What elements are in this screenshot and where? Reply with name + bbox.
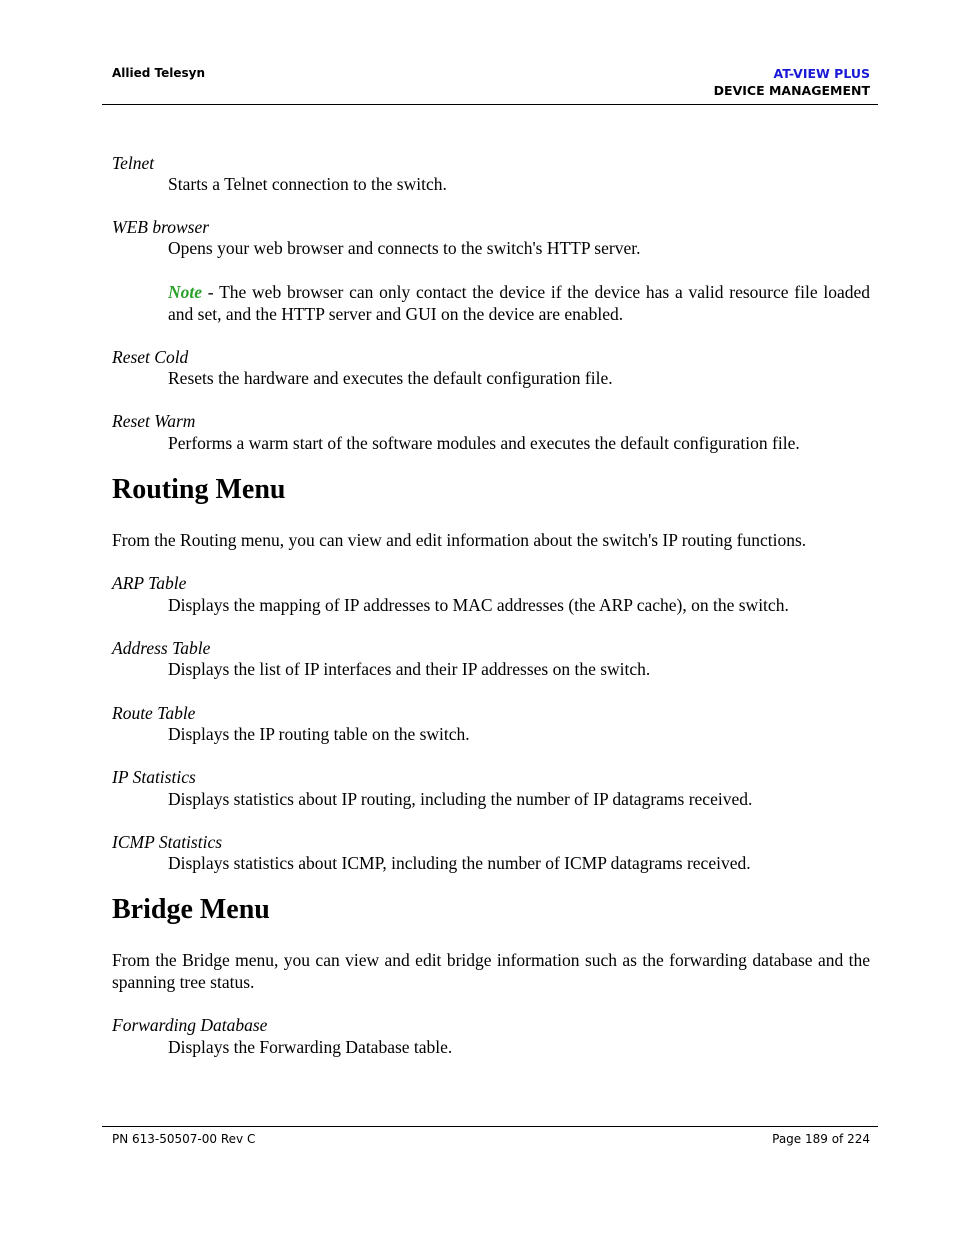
note-label: Note xyxy=(168,282,203,302)
desc-route-table: Displays the IP routing table on the switch. xyxy=(168,724,470,744)
desc-telnet: Starts a Telnet connection to the switch. xyxy=(168,174,447,194)
product-name: AT-VIEW PLUS xyxy=(773,66,870,81)
desc-web-browser: Opens your web browser and connects to the switch's HTTP server. xyxy=(168,238,641,258)
desc-ip-statistics: Displays statistics about IP routing, including the number of IP datagrams received. xyxy=(168,789,753,809)
desc-icmp-statistics: Displays statistics about ICMP, including the number of ICMP datagrams received. xyxy=(168,853,751,873)
routing-intro: From the Routing menu, you can view and edit information about the switch's IP routing functions. xyxy=(112,530,807,550)
desc-address-table: Displays the list of IP interfaces and their IP addresses on the switch. xyxy=(168,659,651,679)
term-icmp-statistics: ICMP Statistics xyxy=(112,832,223,852)
page-number: Page 189 of 224 xyxy=(772,1132,870,1146)
routing-heading: Routing Menu xyxy=(112,474,286,505)
term-ip-statistics: IP Statistics xyxy=(112,767,196,787)
part-number: PN 613-50507-00 Rev C xyxy=(112,1132,256,1146)
term-arp-table: ARP Table xyxy=(112,573,187,593)
term-web-browser: WEB browser xyxy=(112,217,210,237)
bridge-heading: Bridge Menu xyxy=(112,894,270,925)
desc-reset-cold: Resets the hardware and executes the default configuration file. xyxy=(168,368,613,388)
company-name: Allied Telesyn xyxy=(112,66,206,80)
term-telnet: Telnet xyxy=(112,153,155,173)
desc-arp-table: Displays the mapping of IP addresses to MAC addresses (the ARP cache), on the switch. xyxy=(168,595,789,615)
term-forwarding-database: Forwarding Database xyxy=(112,1015,268,1035)
term-reset-cold: Reset Cold xyxy=(112,347,189,367)
section-name: DEVICE MANAGEMENT xyxy=(713,83,870,98)
desc-reset-warm: Performs a warm start of the software modules and executes the default configuration file. xyxy=(168,433,800,453)
page-footer xyxy=(102,1126,878,1146)
bridge-intro: From the Bridge menu, you can view and edit bridge information such as the forwarding database and the spanning tree status. xyxy=(112,950,870,992)
page-header xyxy=(102,60,878,105)
term-route-table: Route Table xyxy=(112,703,196,723)
term-address-table: Address Table xyxy=(112,638,211,658)
note-paragraph xyxy=(168,281,870,325)
term-reset-warm: Reset Warm xyxy=(112,411,196,431)
note-text: - The web browser can only contact the device if the device has a valid resource file loaded and set, and the HTTP server and GUI on the device are enabled. xyxy=(168,282,870,324)
desc-forwarding-database: Displays the Forwarding Database table. xyxy=(168,1037,453,1057)
